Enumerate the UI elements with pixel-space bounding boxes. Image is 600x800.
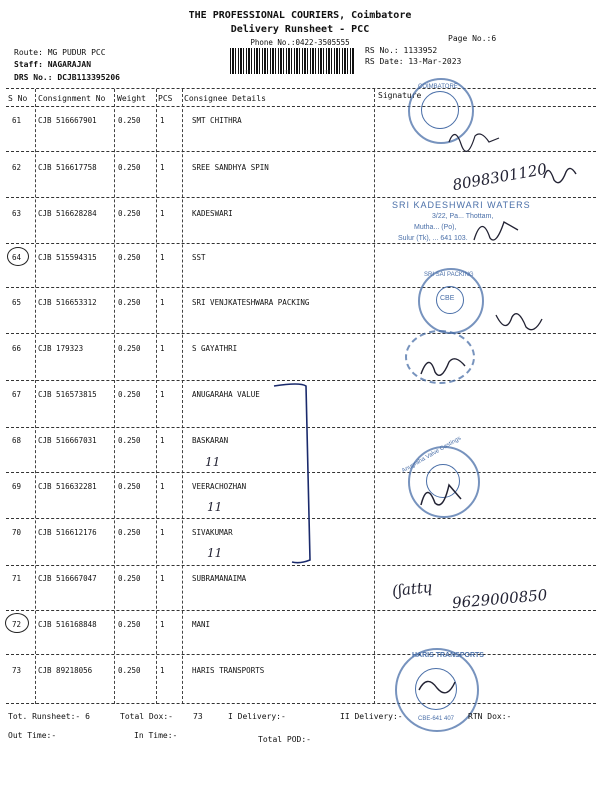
row-pcs: 1 xyxy=(160,574,165,583)
stamp-text: COIMBATORE xyxy=(418,84,458,90)
row-sno: 63 xyxy=(12,209,22,218)
row-consignee: SRI VENJKATESHWARA PACKING xyxy=(192,298,310,307)
staff: Staff: NAGARAJAN xyxy=(14,60,92,69)
stamp-text: Anugraha Valve Castings xyxy=(401,435,463,475)
row-consignment: CJB 516632281 xyxy=(38,482,97,491)
row-rule xyxy=(6,197,596,198)
rtn-dox: RTN Dox:- xyxy=(468,712,512,721)
row-consignee: VEERACHOZHAN xyxy=(192,482,247,491)
stamp-title: SRI KADESHWARI WATERS xyxy=(392,200,531,210)
row-consignment: CJB 516573815 xyxy=(38,390,97,399)
col-consignment: Consignment No xyxy=(38,94,106,103)
col-consignee: Consignee Details xyxy=(184,94,266,103)
row-weight: 0.250 xyxy=(118,436,141,445)
handwritten-phone-62: 8098301120 xyxy=(451,159,549,195)
handwritten-mark-68: 11 xyxy=(205,455,221,469)
row-pcs: 1 xyxy=(160,253,165,262)
row-pcs: 1 xyxy=(160,163,165,172)
divider-weight xyxy=(156,89,157,704)
handwritten-mark-69: 11 xyxy=(207,500,223,514)
drs-number: DRS No.: DCJB113395206 xyxy=(14,73,120,82)
row-weight: 0.250 xyxy=(118,574,141,583)
divider-signature xyxy=(374,89,375,704)
row-pcs: 1 xyxy=(160,298,165,307)
row-consignee: ANUGARAHA VALUE xyxy=(192,390,260,399)
total-dox-label: Total Dox:- xyxy=(120,712,173,721)
ii-delivery: II Delivery:- xyxy=(340,712,403,721)
row-weight: 0.250 xyxy=(118,620,141,629)
row-pcs: 1 xyxy=(160,344,165,353)
signature-65 xyxy=(490,305,550,345)
row-weight: 0.250 xyxy=(118,163,141,172)
row-pcs: 1 xyxy=(160,436,165,445)
handwritten-phone-71: 9629000850 xyxy=(451,585,549,613)
row-consignee: BASKARAN xyxy=(192,436,229,445)
row-consignment: CJB 515594315 xyxy=(38,253,97,262)
circle-mark xyxy=(5,613,29,633)
row-rule xyxy=(6,610,596,611)
i-delivery: I Delivery:- xyxy=(228,712,286,721)
stamp-text: SRI SAI PACKING xyxy=(424,272,474,278)
row-consignee: SIVAKUMAR xyxy=(192,528,233,537)
signature-73 xyxy=(415,670,460,710)
total-pod: Total POD:- xyxy=(258,735,311,744)
row-consignment: CJB 89218056 xyxy=(38,666,93,675)
row-pcs: 1 xyxy=(160,390,165,399)
row-consignment: CJB 516667901 xyxy=(38,116,97,125)
phone-number: Phone No.:0422-3505555 xyxy=(250,38,350,47)
row-rule xyxy=(6,151,596,152)
row-pcs: 1 xyxy=(160,482,165,491)
handwritten-mark-70: 11 xyxy=(207,546,223,560)
stamp-line: Mutha... (Po), xyxy=(414,224,457,231)
row-sno: 67 xyxy=(12,390,22,399)
row-sno: 73 xyxy=(12,666,22,675)
signature-71: (ʃattɥ xyxy=(391,577,434,601)
row-consignment: CJB 516628284 xyxy=(38,209,97,218)
out-time: Out Time:- xyxy=(8,731,57,740)
barcode xyxy=(230,48,355,74)
rs-number: RS No.: 1133952 xyxy=(365,46,438,55)
col-weight: Weight xyxy=(117,94,146,103)
col-pcs: PCS xyxy=(158,94,173,103)
signature-66 xyxy=(415,348,475,384)
bracket-mark xyxy=(270,380,330,570)
col-signature: Signature xyxy=(378,91,422,100)
row-consignment: CJB 516667047 xyxy=(38,574,97,583)
stamp-line: Sulur (Tk), ... 641 103. xyxy=(398,235,468,242)
row-consignment: CJB 516617758 xyxy=(38,163,97,172)
stamp-line: 3/22, Pa... Thottam, xyxy=(432,213,494,220)
row-pcs: 1 xyxy=(160,116,165,125)
divider-consignment xyxy=(114,89,115,704)
row-sno: 69 xyxy=(12,482,22,491)
row-sno: 66 xyxy=(12,344,22,353)
divider-pcs xyxy=(182,89,183,704)
row-consignee: HARIS TRANSPORTS xyxy=(192,666,265,675)
signature-69 xyxy=(415,475,475,515)
row-weight: 0.250 xyxy=(118,344,141,353)
row-weight: 0.250 xyxy=(118,482,141,491)
signature-62 xyxy=(540,158,580,190)
row-sno: 64 xyxy=(12,253,22,262)
row-sno: 62 xyxy=(12,163,22,172)
row-consignee: S GAYATHRI xyxy=(192,344,238,353)
row-consignment: CJB 516168848 xyxy=(38,620,97,629)
row-sno: 65 xyxy=(12,298,22,307)
signature-61 xyxy=(445,118,505,158)
total-dox-value: 73 xyxy=(193,712,203,721)
row-pcs: 1 xyxy=(160,666,165,675)
row-consignee: SST xyxy=(192,253,206,262)
row-sno: 61 xyxy=(12,116,22,125)
row-rule xyxy=(6,287,596,288)
row-weight: 0.250 xyxy=(118,116,141,125)
row-pcs: 1 xyxy=(160,620,165,629)
route: Route: MG PUDUR PCC xyxy=(14,48,106,57)
stamp-center: CBE xyxy=(440,295,455,302)
row-consignment: CJB 516667031 xyxy=(38,436,97,445)
page-number: Page No.:6 xyxy=(448,34,497,43)
row-weight: 0.250 xyxy=(118,528,141,537)
row-consignee: MANI xyxy=(192,620,211,629)
row-pcs: 1 xyxy=(160,209,165,218)
header-rule-bottom xyxy=(6,106,596,107)
row-weight: 0.250 xyxy=(118,209,141,218)
col-sno: S No xyxy=(8,94,28,103)
row-pcs: 1 xyxy=(160,528,165,537)
circle-mark xyxy=(7,247,29,266)
row-consignment: CJB 516612176 xyxy=(38,528,97,537)
document-subtitle: Delivery Runsheet - PCC xyxy=(230,24,370,35)
in-time: In Time:- xyxy=(134,731,178,740)
row-weight: 0.250 xyxy=(118,666,141,675)
document-title: THE PROFESSIONAL COURIERS, Coimbatore xyxy=(188,10,412,21)
row-consignment: CJB 516653312 xyxy=(38,298,97,307)
row-consignee: SREE SANDHYA SPIN xyxy=(192,163,269,172)
stamp-bottom-text: CBE-641 407 xyxy=(418,716,455,722)
rs-date: RS Date: 13-Mar-2023 xyxy=(365,57,462,66)
row-weight: 0.250 xyxy=(118,298,141,307)
header-rule-top xyxy=(6,88,596,89)
row-consignee: KADESWARI xyxy=(192,209,233,218)
signature-63 xyxy=(470,210,530,250)
row-rule xyxy=(6,654,596,655)
row-sno: 72 xyxy=(12,620,22,629)
row-sno: 70 xyxy=(12,528,22,537)
row-sno: 71 xyxy=(12,574,22,583)
row-consignment: CJB 179323 xyxy=(38,344,84,353)
row-weight: 0.250 xyxy=(118,253,141,262)
row-sno: 68 xyxy=(12,436,22,445)
row-consignee: SUBRAMANAIMA xyxy=(192,574,247,583)
row-weight: 0.250 xyxy=(118,390,141,399)
divider-sno xyxy=(35,89,36,704)
row-rule xyxy=(6,703,596,704)
row-consignee: SMT CHITHRA xyxy=(192,116,242,125)
stamp-text: HARIS TRANSPORTS xyxy=(412,652,484,659)
total-runsheet: Tot. Runsheet:- 6 xyxy=(8,712,90,721)
